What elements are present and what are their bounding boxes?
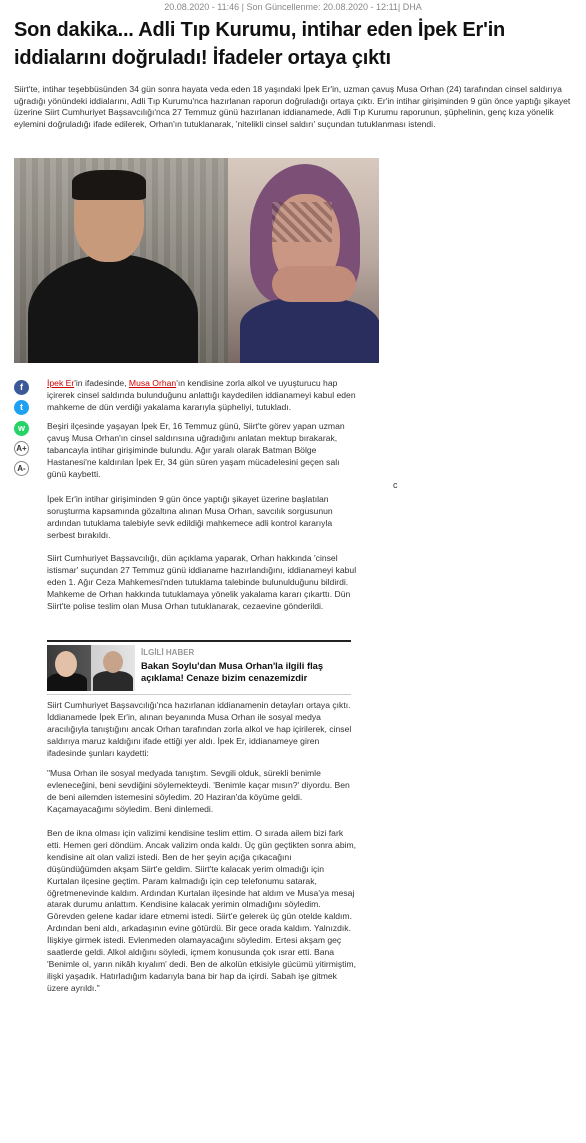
article-paragraph: "Musa Orhan ile sosyal medyada tanıştım. Sevgili olduk, sürekli benimle evleneceğini, beni sevdiğini söylemekteydi. 'Benimle kaçar mısın?' diyordu. Ben de beni ailemden istemesini söyledim. 20 Haziran'da köyüme geldi. Kaçamayacağımı söyledim. Beni dinlemedi. — [47, 768, 350, 814]
face-blur — [272, 202, 332, 242]
facebook-share-icon[interactable]: f — [14, 380, 29, 395]
related-news-label: İLGİLİ HABER — [141, 648, 195, 657]
article-paragraph: Siirt Cumhuriyet Başsavcılığı'nca hazırlanan iddianamenin detayları ortaya çıktı. İddianamede İpek Er'in, alınan beyanında Musa Orhan ile sosyal medya aracılığıyla tanıştığını ancak Orhan tarafından zorla alkol ve hap içirilerek, cinsel saldırıya maruz kaldığını ifade ettiği yer aldı. İpek Er, iddianameye giren ifadesinde şunları kaydetti: — [47, 700, 352, 758]
article-lead: Siirt'te, intihar teşebbüsünden 34 gün sonra hayata veda eden 18 yaşındaki İpek Er'in, uzman çavuş Musa Orhan (24) tarafından cinsel saldırıya uğradığı yönündeki iddialarını, Adli Tıp Kurumu'nca hazırlanan raporun doğruladığı ortaya çıktı. Er'in intihar girişiminden 9 gün önce yaptığı şikayet üzerine Siirt Cumhuriyet Başsavcılığı'nca 27 Temmuz günü hazırlanan iddianamede, Adli Tıp Kurumu raporunun, şüphelinin, genç kıza yönelik eylemini doğruladığı ifade edilerek, Orhan'ın tutuklanarak, 'nitelikli cinsel saldırı' suçundan tutuklanması istendi. — [14, 84, 571, 129]
whatsapp-share-icon[interactable]: w — [14, 421, 29, 436]
page-title: Son dakika... Adli Tıp Kurumu, intihar eden İpek Er'in iddialarını doğruladı! İfadeler ortaya çıktı — [14, 19, 506, 69]
related-news-thumbnail[interactable] — [47, 645, 135, 691]
article-paragraph: Beşiri ilçesinde yaşayan İpek Er, 16 Temmuz günü, Siirt'te görev yapan uzman çavuş Musa Orhan'ın cinsel saldırısına uğradığını anlatan mektup bırakarak, tabancayla intihar girişiminde bulundu. Ağır yaralı olarak Batman Bölge Hastanesi'ne kaldırılan İpek Er, 34 gün süren yaşam mücadelesini geçen salı günü kaybetti. — [47, 421, 345, 479]
font-decrease-icon[interactable]: A- — [14, 461, 29, 476]
font-increase-icon[interactable]: A+ — [14, 441, 29, 456]
article-photo — [14, 158, 379, 363]
article-paragraph: Siirt Cumhuriyet Başsavcılığı, dün açıklama yaparak, Orhan hakkında 'cinsel istismar' suçundan 27 Temmuz günü iddianame hazırlandığını, iddianameyi kabul eden 1. Ağır Ceza Mahkemesi'nden tutuklama talebinde bulunulduğunu bildirdi. Mahkeme de Orhan hakkında tutuklamaya yönelik yakalama kararı çıkarttı. Dün Siirt'te polise teslim olan Musa Orhan tutuklanarak, cezaevine gönderildi. — [47, 553, 357, 611]
edge-glyph: c — [393, 480, 398, 490]
related-news-headline[interactable]: Bakan Soylu'dan Musa Orhan'la ilgili flaş açıklama! Cenaze bizim cenazemizdir — [141, 660, 324, 683]
tag-link-musa-orhan[interactable]: Musa Orhan — [128, 378, 177, 388]
article-paragraph: Ben de ikna olması için valizimi kendisine teslim ettim. O sırada ailem bizi fark etti. Hemen geri döndüm. Ancak valizim onda kaldı. Üç gün geçtikten sonra abim, kendisine ait olan valizi istedi. Ben de her şeyin açığa çıkacağını düşündüğümden akşam Siirt'e geldim. Siirt'te kalacak yerim olmadığı için Kurtalan ilçesine geçtim. Param kalmadığı için cep telefonumu satarak, öğretmenevinde kaldım. Ardından Kurtalan ilçesinde hat aldım ve Musa'ya mesaj atarak durumu anlattım. Kendisine kalacak yerimin olmadığını söyledim. Görevden gelene kadar idare etmemi istedi. Siirt'e gelerek üç gün otelde kaldım. Ardından beni aldı, arkadaşının evine götürdü. Bir gece orada kaldım. Yalnızdık. İlişkiye girmek istedi. Evlenmeden olamayacağını söyledim. Ertesi akşam geç saatlerde geldi. Alkol aldığını söyledi, içmem konusunda çok ısrar etti. Bana 'Benimle ol, yarın nikâh kıyalım' dedi. Ben de alkolün etkisiyle gücümü yitirmiştim, ilişki yaşadık. Hatırladığım kadarıyla bana bir hap da içirdi. Sabah işe gitmek üzere ayrıldı." — [47, 828, 357, 993]
twitter-share-icon[interactable]: t — [14, 400, 29, 415]
tag-link-ipek-er[interactable]: İpek Er — [47, 378, 75, 388]
article-meta: 20.08.2020 - 11:46 | Son Güncellenme: 20.08.2020 - 12:11| DHA — [164, 2, 422, 12]
article-paragraph: İpek Er'in intihar girişiminden 9 gün önce yaptığı şikayet üzerine başlatılan soruşturma kapsamında gözaltına alınan Musa Orhan, savcılık sorgusunun ardından tutuklama talebiyle sevk edildiği mahkemece adli kontrol kararıyla serbest bırakıldı. — [47, 494, 333, 540]
article-paragraph: İpek Er'in ifadesinde, Musa Orhan'ın kendisine zorla alkol ve uyuşturucu hap içirerek cinsel saldırıda bulunduğunu anlattığı kaydedilen iddianameyi kabul eden mahkeme de dün verdiği yakalama kararıyla şüpheliyi, tutukladı. — [47, 378, 356, 412]
related-news-card[interactable] — [47, 640, 351, 695]
